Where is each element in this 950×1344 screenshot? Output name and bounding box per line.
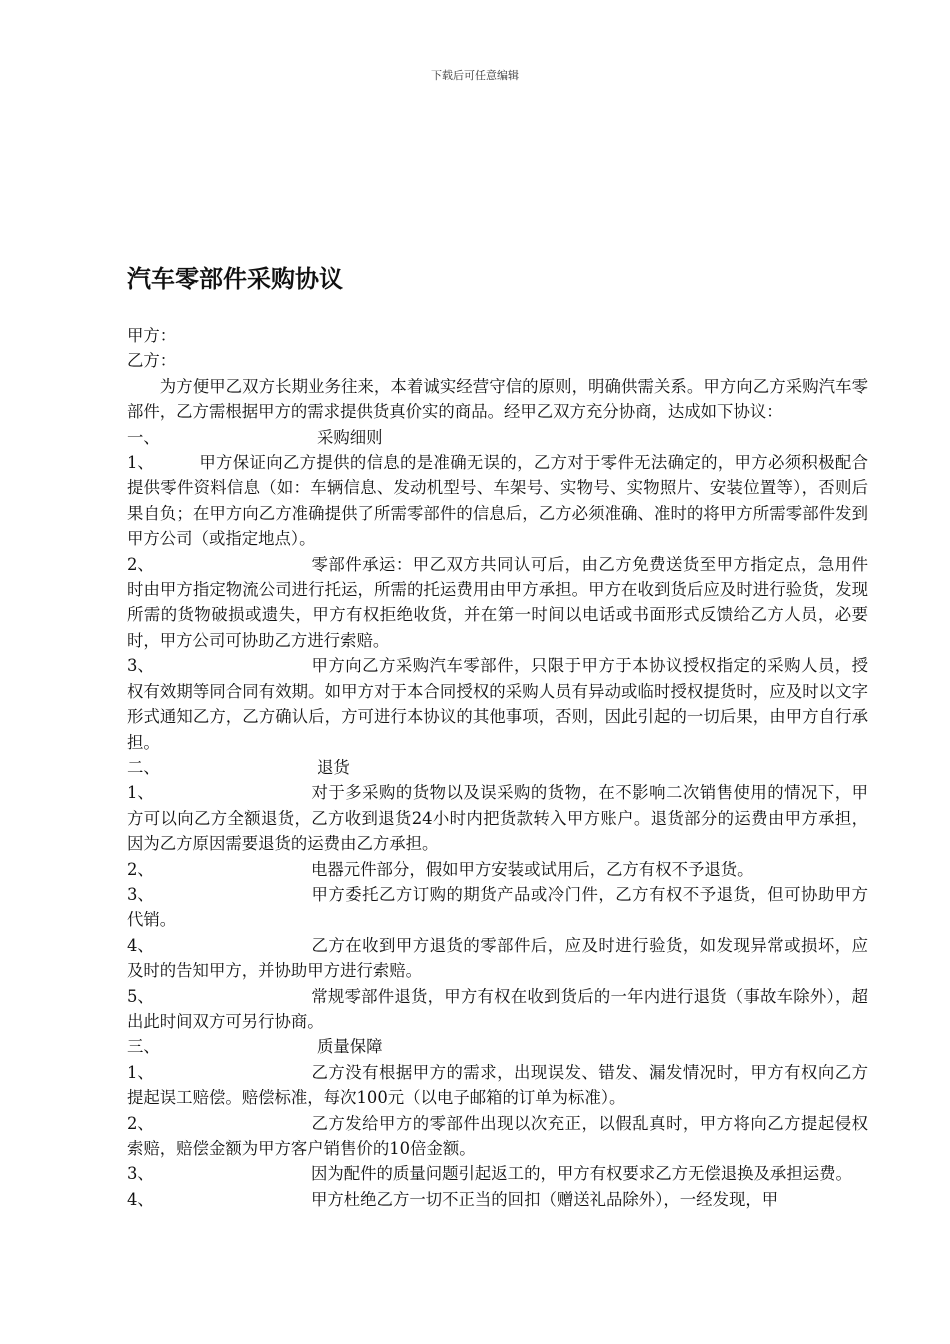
section-heading <box>127 755 868 780</box>
clause-text: 甲方向乙方采购汽车零部件，只限于甲方于本协议授权指定的采购人员，授权有效期等同合同有效期。如甲方对于本合同授权的采购人员有异动或临时授权提货时，应及时以文字形式通知乙方，乙方确认后，方可进行本协议的其他事项，否则，因此引起的一切后果，由甲方自行承担。 <box>127 656 868 752</box>
clause-number: 1、 <box>127 453 154 473</box>
clause-text: 甲方委托乙方订购的期货产品或冷门件，乙方有权不予退货，但可协助甲方代销。 <box>127 884 868 930</box>
section-title: 采购细则 <box>317 427 383 447</box>
document-body <box>127 323 868 1212</box>
clause-number: 2、 <box>127 1113 154 1133</box>
clause-item <box>127 780 868 856</box>
clause-item <box>127 552 868 654</box>
clause-number: 1、 <box>127 783 154 803</box>
party-a-label: 甲方： <box>127 326 177 345</box>
preamble-paragraph: 为方便甲乙双方长期业务往来，本着诚实经营守信的原则，明确供需关系。甲方向乙方采购汽车零部件，乙方需根据甲方的需求提供货真价实的商品。经甲乙双方充分协商，达成如下协议： <box>127 376 868 422</box>
section-number: 二、 <box>127 757 160 777</box>
clause-number: 3、 <box>127 884 154 904</box>
clause-text: 零部件承运：甲乙双方共同认可后，由乙方免费送货至甲方指定点，急用件时由甲方指定物流公司进行托运，所需的托运费用由甲方承担。甲方在收到货后应及时进行验货，发现所需的货物破损或遗失，甲方有权拒绝收货，并在第一时间以电话或书面形式反馈给乙方人员，必要时，甲方公司可协助乙方进行索赔。 <box>127 554 868 650</box>
clause-item <box>127 1060 868 1111</box>
section-number: 三、 <box>127 1037 160 1057</box>
clause-item <box>127 1111 868 1162</box>
clause-text: 常规零部件退货，甲方有权在收到货后的一年内进行退货（事故车除外），超出此时间双方可另行协商。 <box>127 986 868 1031</box>
clause-text: 乙方发给甲方的零部件出现以次充正，以假乱真时，甲方将向乙方提起侵权索赔，赔偿金额为甲方客户销售价的10倍金额。 <box>127 1113 868 1158</box>
section-title: 退货 <box>317 757 350 777</box>
clause-text: 电器元件部分，假如甲方安装或试用后，乙方有权不予退货。 <box>311 859 754 879</box>
clause-number: 4、 <box>127 1189 154 1209</box>
clause-number: 1、 <box>127 1062 154 1082</box>
clause-item <box>127 653 868 755</box>
clause-number: 4、 <box>127 935 154 955</box>
clause-item <box>127 450 868 552</box>
clause-item <box>127 1187 868 1212</box>
document-title: 汽车零部件采购协议 <box>127 264 343 293</box>
clause-text: 乙方在收到甲方退货的零部件后，应及时进行验货，如发现异常或损坏，应及时的告知甲方，并协助甲方进行索赔。 <box>127 935 868 981</box>
section-number: 一、 <box>127 427 160 447</box>
clause-number: 2、 <box>127 859 154 879</box>
clause-number: 3、 <box>127 656 154 676</box>
clause-number: 3、 <box>127 1164 154 1184</box>
clause-item <box>127 984 868 1035</box>
clause-number: 5、 <box>127 986 154 1006</box>
clause-item <box>127 857 868 882</box>
clause-item <box>127 882 868 933</box>
clause-text: 甲方杜绝乙方一切不正当的回扣（赠送礼品除外），一经发现，甲 <box>311 1189 779 1209</box>
clause-item <box>127 933 868 984</box>
party-b-label: 乙方： <box>127 351 177 371</box>
clause-item <box>127 1161 868 1186</box>
clause-text: 乙方没有根据甲方的需求，出现误发、错发、漏发情况时，甲方有权向乙方提起误工赔偿。赔偿标准，每次100元（以电子邮箱的订单为标准）。 <box>127 1062 868 1108</box>
clause-text: 因为配件的质量问题引起返工的，甲方有权要求乙方无偿退换及承担运费。 <box>311 1164 852 1184</box>
header-note: 下载后可任意编辑 <box>431 69 519 82</box>
clause-text: 对于多采购的货物以及误采购的货物，在不影响二次销售使用的情况下，甲方可以向乙方全额退货，乙方收到退货24小时内把货款转入甲方账户。退货部分的运费由甲方承担，因为乙方原因需要退货的运费由乙方承担。 <box>127 783 868 854</box>
section-heading <box>127 1034 868 1059</box>
section-heading <box>127 425 868 450</box>
clause-text: 甲方保证向乙方提供的信息的是准确无误的，乙方对于零件无法确定的，甲方必须积极配合提供零件资料信息（如：车辆信息、发动机型号、车架号、实物号、实物照片、安装位置等），否则后果自负；在甲方向乙方准确提供了所需零部件的信息后，乙方必须准确、准时的将甲方所需零部件发到甲方公司（或指定地点）。 <box>127 453 868 549</box>
clause-number: 2、 <box>127 554 154 574</box>
section-title: 质量保障 <box>317 1037 383 1057</box>
